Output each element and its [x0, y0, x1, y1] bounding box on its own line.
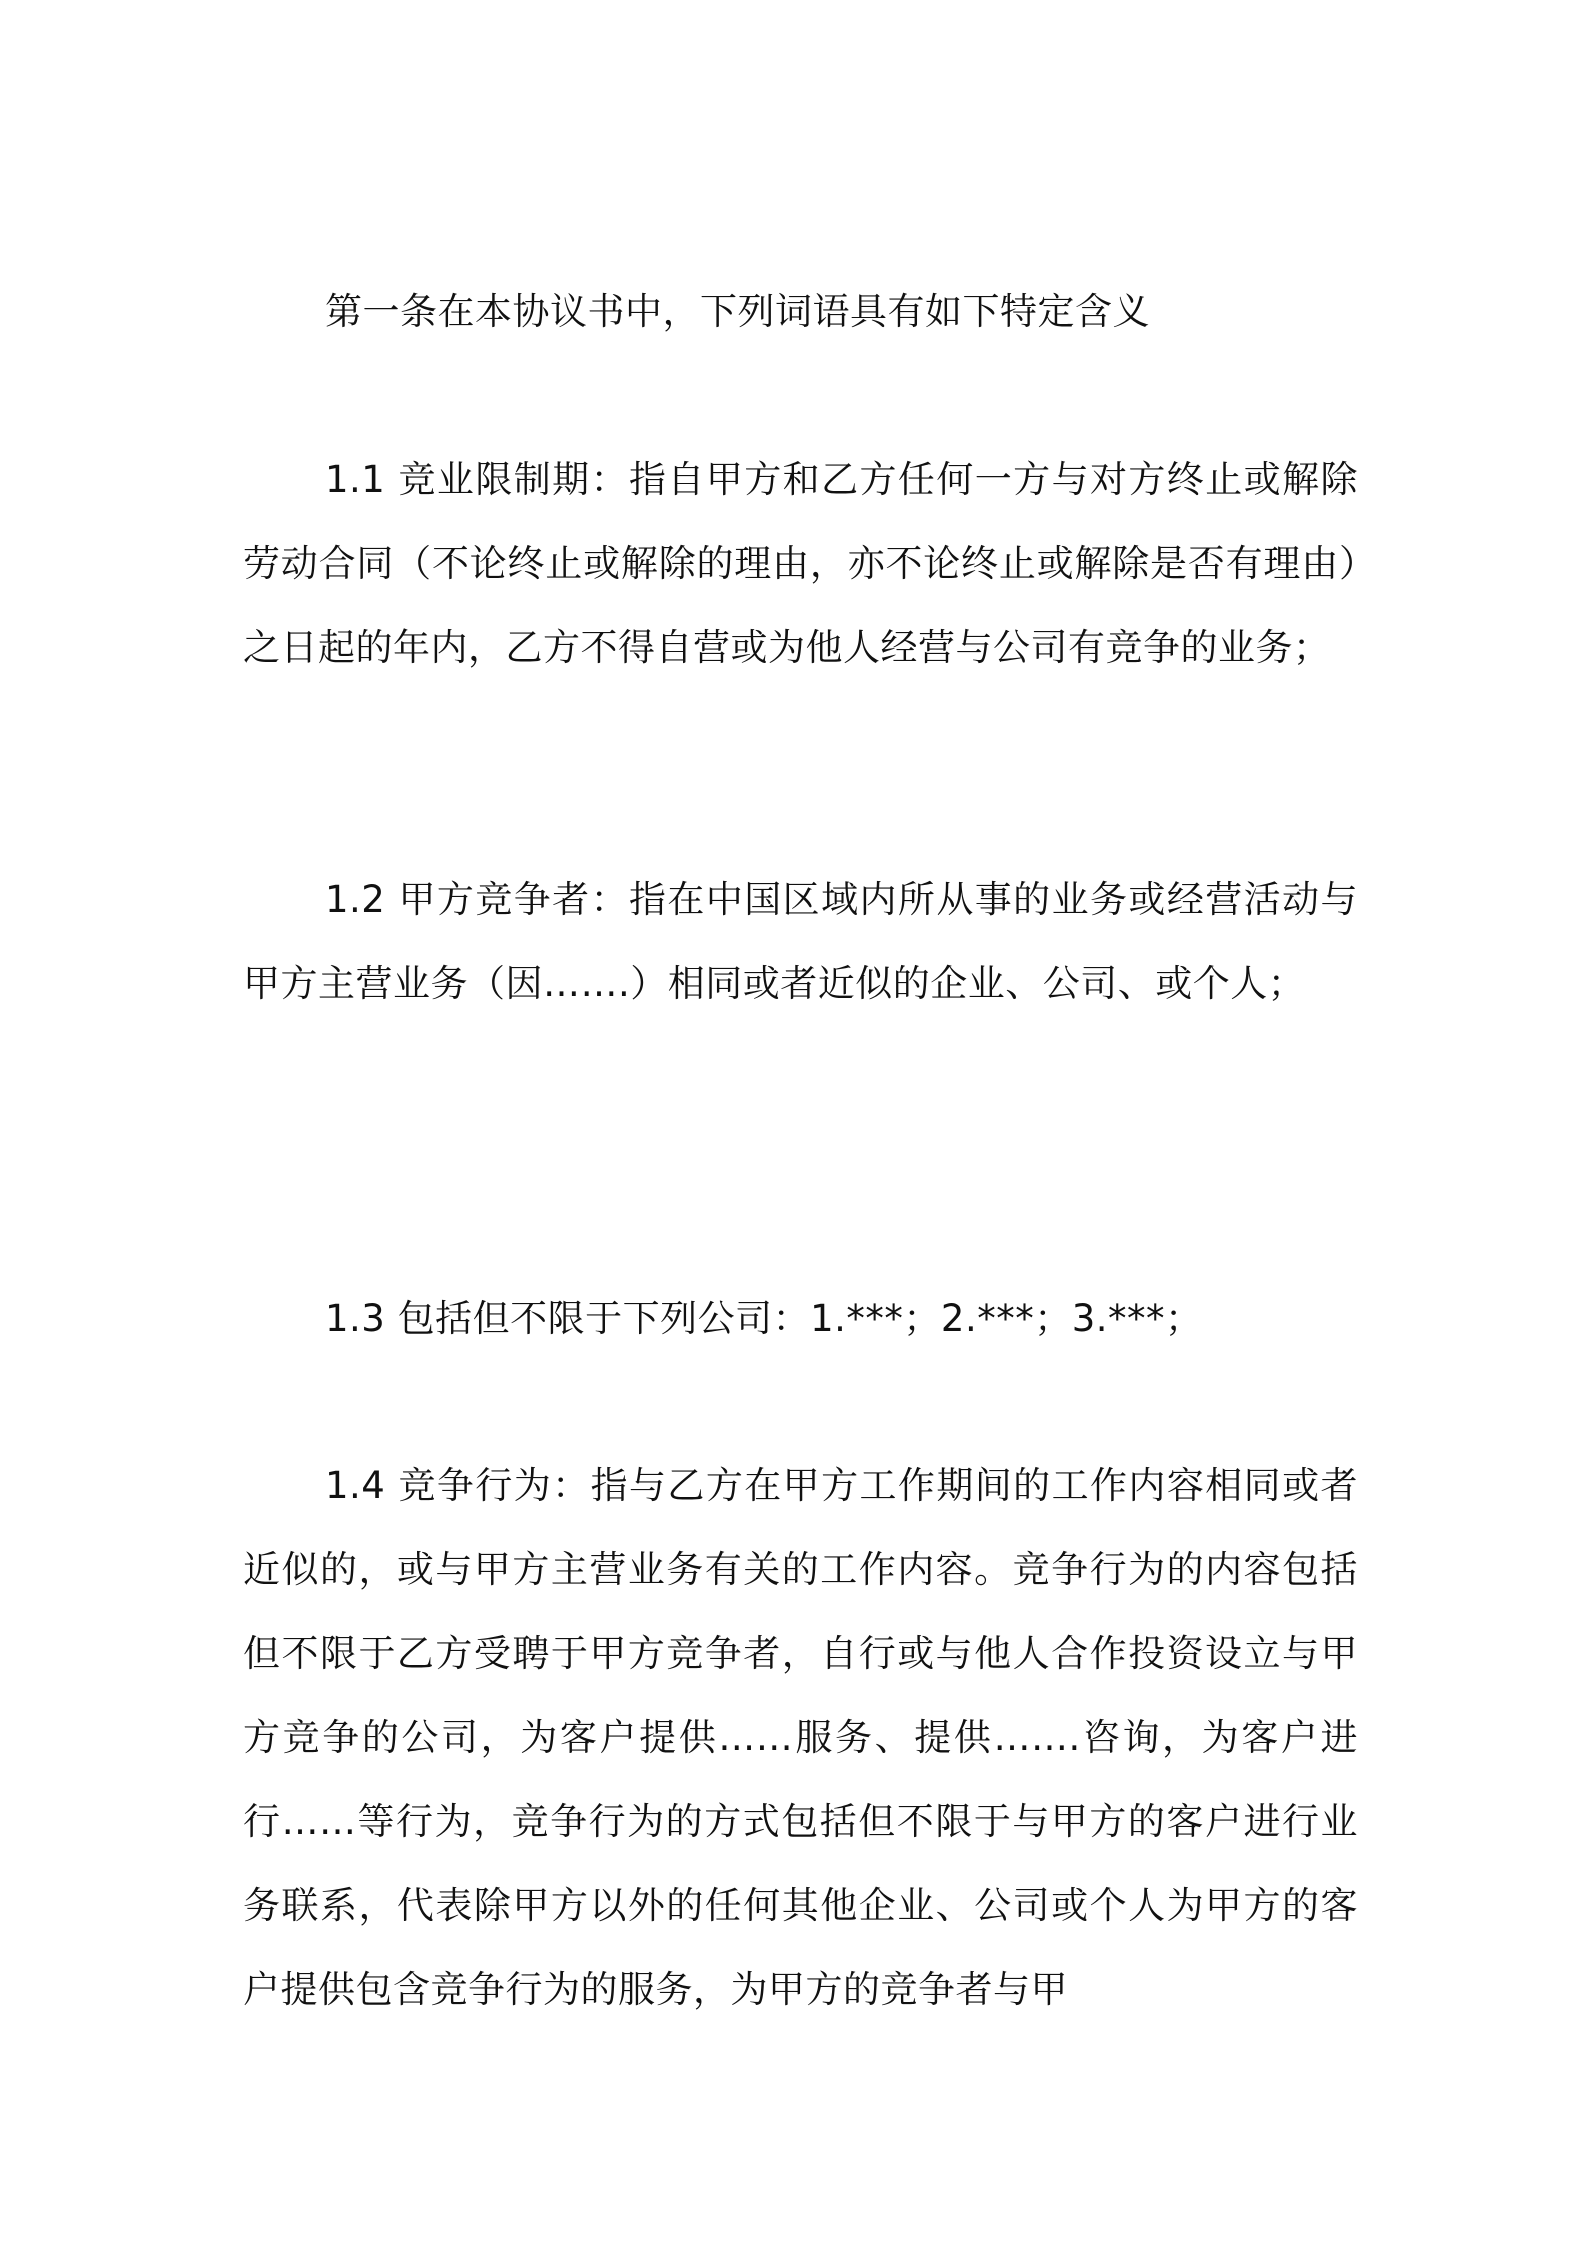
article-heading: 第一条在本协议书中，下列词语具有如下特定含义: [325, 290, 1150, 333]
clause-1-1: 1.1 竞业限制期：指自甲方和乙方任何一方与对方终止或解除劳动合同（不论终止或解除的理由，亦不论终止或解除是否有理由）之日起的年内，乙方不得自营或为他人经营与公司有竞争的业务；: [243, 458, 1358, 669]
clause-1-2: 1.2 甲方竞争者：指在中国区域内所从事的业务或经营活动与甲方主营业务（因…….）相同或者近似的企业、公司、或个人；: [243, 878, 1358, 1005]
clause-1-3: 1.3 包括但不限于下列公司：1.***；2.***；3.***；: [325, 1297, 1203, 1340]
clause-1-4: 1.4 竞争行为：指与乙方在甲方工作期间的工作内容相同或者近似的，或与甲方主营业务有关的工作内容。竞争行为的内容包括但不限于乙方受聘于甲方竞争者，自行或与他人合作投资设立与甲方竞争的公司，为客户提供……服务、提供…….咨询，为客户进行……等行为，竞争行为的方式包括但不限于与甲方的客户进行业务联系，代表除甲方以外的任何其他企业、公司或个人为甲方的客户提供包含竞争行为的服务，为甲方的竞争者与甲: [243, 1464, 1358, 2011]
